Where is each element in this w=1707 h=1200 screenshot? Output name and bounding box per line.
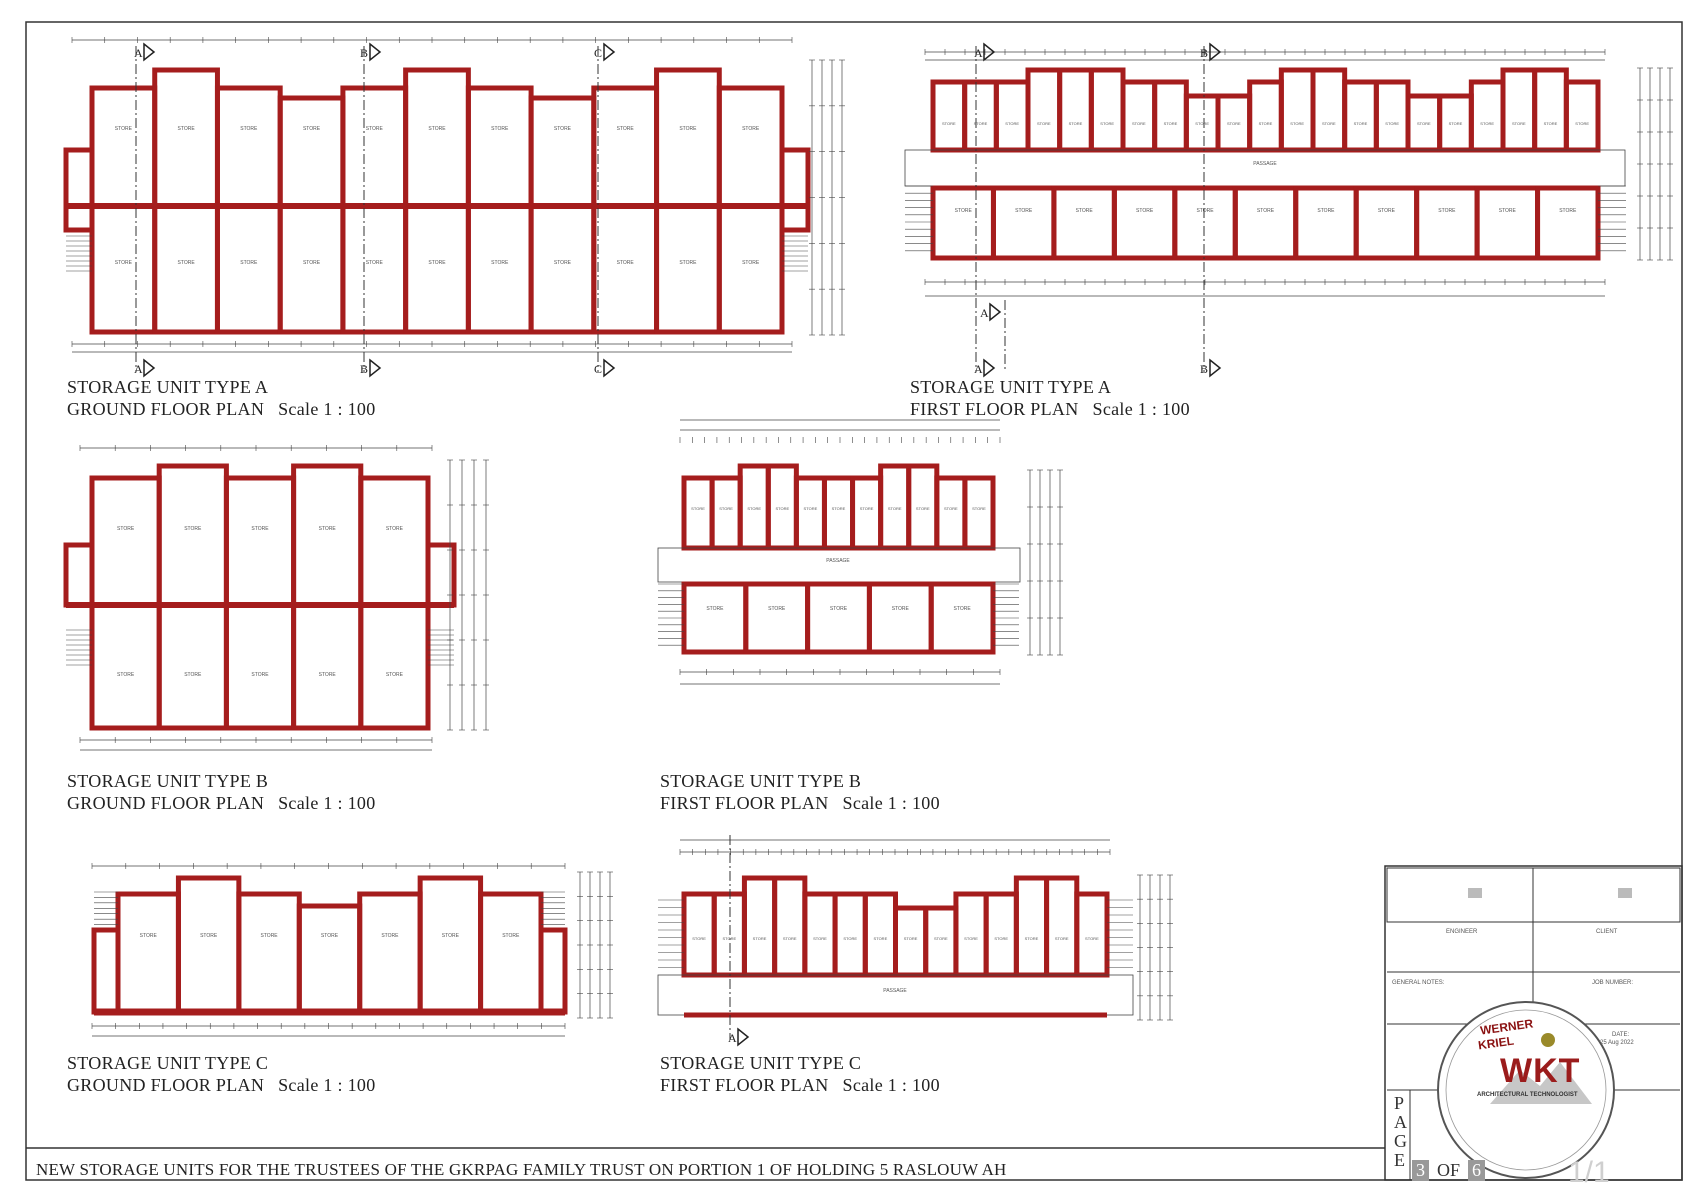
room-label: STORE	[1005, 121, 1020, 126]
room-label: STORE	[692, 936, 706, 941]
plan-scale: Scale 1 : 100	[842, 793, 940, 813]
room-label: STORE	[752, 936, 767, 941]
room-label: STORE	[385, 526, 403, 532]
room-label: STORE	[831, 506, 846, 511]
section-letter: B	[360, 46, 369, 60]
section-arrow	[144, 44, 154, 60]
room-label: STORE	[1321, 121, 1336, 126]
section-arrow	[1210, 360, 1220, 376]
plan-subtitle: FIRST FLOOR PLAN	[910, 399, 1079, 419]
plan-subtitle: GROUND FLOOR PLAN	[67, 1075, 265, 1095]
plan-scale: Scale 1 : 100	[278, 793, 376, 813]
room-label: STORE	[742, 260, 760, 266]
wall	[343, 206, 406, 332]
date-value: 25 Aug 2022	[1600, 1040, 1634, 1046]
room-label: STORE	[691, 506, 705, 511]
wall	[178, 878, 238, 1012]
section-arrow	[990, 304, 1000, 320]
room-label: STORE	[775, 506, 790, 511]
section-letter: C	[594, 362, 603, 376]
wall	[1016, 878, 1046, 975]
room-label: STORE	[385, 672, 403, 678]
wall	[684, 478, 712, 548]
section-letter: B	[1200, 362, 1209, 376]
wall	[796, 478, 824, 548]
wall	[869, 584, 931, 652]
section-arrow	[370, 360, 380, 376]
section-marker	[1200, 360, 1220, 376]
wall	[217, 206, 280, 332]
wall	[1155, 82, 1187, 150]
room-label: STORE	[502, 933, 520, 939]
wall	[159, 605, 226, 728]
passage-outline	[658, 548, 1020, 582]
room-label: STORE	[1196, 208, 1214, 214]
room-label: STORE	[114, 126, 132, 132]
wall	[226, 605, 293, 728]
section-marker	[594, 44, 614, 60]
wall	[1535, 70, 1567, 150]
wall	[986, 894, 1016, 975]
wall	[159, 466, 226, 605]
wall	[835, 894, 865, 975]
room-label: STORE	[117, 672, 135, 678]
section-marker	[360, 360, 380, 376]
page-letter: E	[1394, 1150, 1405, 1170]
plan-scale: Scale 1 : 100	[278, 399, 376, 419]
wall	[956, 894, 986, 975]
section-arrow	[738, 1029, 748, 1045]
sheet-reference: 1/1	[1568, 1156, 1610, 1189]
wall	[280, 98, 343, 206]
page-number	[1412, 1160, 1485, 1181]
wall	[531, 206, 594, 332]
wall	[996, 82, 1028, 150]
wall	[965, 478, 993, 548]
room-label: STORE	[915, 506, 930, 511]
logo-name-line2: KRIEL	[1477, 1033, 1515, 1053]
wall	[468, 206, 531, 332]
wall	[594, 206, 657, 332]
room-label: STORE	[742, 126, 760, 132]
wall	[1047, 878, 1077, 975]
wall	[155, 206, 218, 332]
plan-title: STORAGE UNIT TYPE B	[660, 771, 862, 791]
room-label: STORE	[114, 260, 132, 266]
room-label: STORE	[1163, 121, 1178, 126]
wall	[1077, 894, 1107, 975]
section-letter: A	[974, 362, 983, 376]
plan-subtitle: FIRST FLOOR PLAN	[660, 1075, 829, 1095]
wall	[239, 894, 299, 1012]
wall	[937, 478, 965, 548]
wall	[865, 894, 895, 975]
wall	[657, 206, 720, 332]
page-of: OF	[1437, 1160, 1461, 1180]
wall	[92, 478, 159, 605]
wall	[1028, 70, 1060, 150]
wall	[775, 878, 805, 975]
room-label: PASSAGE	[826, 558, 850, 564]
wall	[1123, 82, 1155, 150]
room-label: STORE	[117, 526, 135, 532]
climate-badge	[1618, 888, 1632, 898]
plan-scale: Scale 1 : 100	[278, 1075, 376, 1095]
room-label: STORE	[1385, 121, 1400, 126]
job-number-label: JOB NUMBER:	[1592, 980, 1634, 986]
wall	[933, 82, 965, 150]
plan-scale: Scale 1 : 100	[842, 1075, 940, 1095]
room-label: STORE	[719, 506, 733, 511]
room-label: STORE	[768, 606, 786, 612]
wall	[1054, 188, 1114, 258]
wall	[299, 906, 359, 1012]
room-label: STORE	[1015, 208, 1033, 214]
room-label: STORE	[1543, 121, 1558, 126]
room-label: STORE	[829, 606, 848, 612]
section-marker	[134, 44, 154, 60]
logo-name-line1: WERNER	[1479, 1016, 1535, 1038]
room-label: STORE	[1377, 208, 1395, 214]
page-total: 6	[1468, 1160, 1485, 1181]
room-label: STORE	[1317, 208, 1335, 214]
room-label: STORE	[1511, 121, 1526, 126]
room-label: STORE	[1068, 121, 1083, 126]
room-label: STORE	[381, 933, 399, 939]
section-arrow	[984, 360, 994, 376]
plan-title: STORAGE UNIT TYPE B	[67, 771, 269, 791]
section-letter: B	[1200, 46, 1209, 60]
section-arrow	[604, 44, 614, 60]
wall	[361, 478, 428, 605]
plan-label-a-ground	[67, 376, 376, 420]
wall	[1313, 70, 1345, 150]
room-label: STORE	[365, 260, 383, 266]
wall	[1471, 82, 1503, 150]
project-title: NEW STORAGE UNITS FOR THE TRUSTEES OF THE GKRPAG FAMILY TRUST ON PORTION 1 OF HOLDING 5 RASLOUW AH	[36, 1160, 1007, 1179]
room-label: STORE	[1100, 121, 1115, 126]
sheet-border	[26, 22, 1682, 1180]
date-label: DATE:	[1612, 1032, 1630, 1038]
room-label: STORE	[1258, 121, 1273, 126]
wall	[217, 88, 280, 206]
wall	[361, 605, 428, 728]
room-label: STORE	[1353, 121, 1368, 126]
wall	[1417, 188, 1477, 258]
plan-a-ground	[66, 37, 845, 376]
room-label: STORE	[972, 506, 986, 511]
wall	[343, 88, 406, 206]
room-label: STORE	[747, 506, 762, 511]
wall	[226, 478, 293, 605]
room-label: STORE	[1036, 121, 1051, 126]
room-label: STORE	[302, 126, 321, 132]
room-label: STORE	[1498, 208, 1516, 214]
plan-label-c-first	[660, 1052, 940, 1096]
section-marker	[134, 360, 154, 376]
section-arrow	[604, 360, 614, 376]
wall	[468, 88, 531, 206]
wall	[933, 188, 993, 258]
section-letter: A	[974, 46, 983, 60]
wall	[66, 545, 92, 605]
page-letter: G	[1394, 1131, 1407, 1151]
room-label: STORE	[1416, 121, 1431, 126]
plan-subtitle: GROUND FLOOR PLAN	[67, 399, 265, 419]
wall	[118, 894, 178, 1012]
plan-label-b-first	[660, 770, 940, 814]
plan-a-first	[905, 44, 1673, 376]
room-label: STORE	[994, 936, 1009, 941]
room-label: STORE	[803, 506, 818, 511]
section-letter: A	[728, 1031, 737, 1045]
wall	[1091, 70, 1123, 150]
wall	[360, 894, 420, 1012]
wall	[896, 908, 926, 975]
section-arrow	[144, 360, 154, 376]
wall	[808, 584, 870, 652]
plan-subtitle: FIRST FLOOR PLAN	[660, 793, 829, 813]
room-label: STORE	[616, 126, 634, 132]
wall	[824, 478, 852, 548]
room-label: STORE	[1480, 121, 1495, 126]
plan-label-b-ground	[67, 770, 376, 814]
room-label: STORE	[679, 260, 697, 266]
page-letters	[1394, 1094, 1407, 1170]
occupancy-badge	[1468, 888, 1482, 898]
room-label: STORE	[891, 606, 909, 612]
wall	[684, 584, 746, 652]
wall	[1538, 188, 1598, 258]
wall	[92, 605, 159, 728]
room-label: STORE	[302, 260, 321, 266]
section-letter: C	[594, 46, 603, 60]
plan-c-first	[658, 835, 1173, 1045]
wall	[541, 930, 565, 1012]
plan-label-a-first	[910, 376, 1190, 420]
section-marker	[360, 44, 380, 60]
room-label: STORE	[1226, 121, 1241, 126]
plan-title: STORAGE UNIT TYPE A	[910, 377, 1112, 397]
wall	[714, 894, 744, 975]
room-label: STORE	[139, 933, 157, 939]
room-label: STORE	[1575, 121, 1590, 126]
room-label: STORE	[177, 126, 195, 132]
section-letter: B	[360, 362, 369, 376]
room-label: STORE	[1256, 208, 1275, 214]
wall	[1477, 188, 1537, 258]
room-label: STORE	[441, 933, 459, 939]
wall	[744, 878, 774, 975]
wall	[965, 82, 997, 150]
room-label: STORE	[428, 126, 446, 132]
engineer-label: ENGINEER	[1446, 929, 1478, 935]
logo-sun	[1541, 1033, 1555, 1047]
room-label: STORE	[933, 936, 948, 941]
wall	[657, 70, 720, 206]
section-marker	[980, 304, 1000, 320]
room-label: STORE	[813, 936, 827, 941]
room-label: STORE	[184, 672, 202, 678]
room-label: STORE	[184, 526, 202, 532]
wall	[66, 150, 92, 230]
room-label: STORE	[782, 936, 797, 941]
wall	[1114, 188, 1174, 258]
plan-b-ground	[66, 445, 489, 750]
wall	[1356, 188, 1416, 258]
wall	[1566, 82, 1598, 150]
room-label: STORE	[1136, 208, 1154, 214]
wall	[420, 878, 480, 1012]
logo-caption: ARCHITECTURAL TECHNOLOGIST	[1477, 1092, 1578, 1098]
section-letter: A	[980, 306, 989, 320]
wall	[155, 70, 218, 206]
room-label: STORE	[553, 126, 572, 132]
wall	[294, 466, 361, 605]
room-label: STORE	[616, 260, 634, 266]
room-label: STORE	[240, 260, 258, 266]
room-label: STORE	[200, 933, 218, 939]
room-label: PASSAGE	[883, 988, 907, 994]
plan-label-c-ground	[67, 1052, 376, 1096]
room-label: PASSAGE	[1253, 161, 1277, 167]
plan-title: STORAGE UNIT TYPE C	[660, 1053, 862, 1073]
room-label: STORE	[954, 208, 972, 214]
wall	[684, 894, 714, 975]
room-label: STORE	[1131, 121, 1146, 126]
room-label: STORE	[944, 506, 958, 511]
room-label: STORE	[941, 121, 956, 126]
passage-outline	[905, 150, 1625, 186]
section-letter: A	[134, 362, 143, 376]
wall	[805, 894, 835, 975]
wall	[1296, 188, 1356, 258]
room-label: STORE	[964, 936, 978, 941]
wall	[406, 70, 469, 206]
room-label: STORE	[722, 936, 737, 941]
room-label: STORE	[320, 933, 339, 939]
room-label: STORE	[1024, 936, 1039, 941]
room-label: STORE	[1075, 208, 1093, 214]
section-marker	[728, 1029, 748, 1045]
wall	[481, 894, 541, 1012]
wall	[853, 478, 881, 548]
plan-b-first	[658, 420, 1063, 684]
room-label: STORE	[1054, 936, 1069, 941]
room-label: STORE	[318, 526, 336, 532]
section-arrow	[370, 44, 380, 60]
wall	[1281, 70, 1313, 150]
wall	[993, 188, 1053, 258]
wall	[294, 605, 361, 728]
wall	[92, 88, 155, 206]
wall	[719, 88, 782, 206]
page-current: 3	[1412, 1160, 1429, 1181]
section-marker	[974, 360, 994, 376]
wall	[1235, 188, 1295, 258]
wall	[1503, 70, 1535, 150]
wall	[746, 584, 808, 652]
wall	[1060, 70, 1092, 150]
wall	[782, 150, 808, 230]
wall	[1250, 82, 1282, 150]
wall	[1376, 82, 1408, 150]
plan-title: STORAGE UNIT TYPE C	[67, 1053, 269, 1073]
room-label: STORE	[491, 260, 509, 266]
wall	[1175, 188, 1235, 258]
section-letter: A	[134, 46, 143, 60]
wall	[531, 98, 594, 206]
room-label: STORE	[953, 606, 971, 612]
room-label: STORE	[177, 260, 195, 266]
room-label: STORE	[1448, 121, 1463, 126]
room-label: STORE	[887, 506, 902, 511]
room-label: STORE	[903, 936, 918, 941]
room-label: STORE	[553, 260, 572, 266]
room-label: STORE	[491, 126, 509, 132]
client-label: CLIENT	[1596, 929, 1618, 935]
room-label: STORE	[679, 126, 697, 132]
room-label: STORE	[843, 936, 858, 941]
passage-outline	[658, 975, 1133, 1015]
wall	[1345, 82, 1377, 150]
plan-scale: Scale 1 : 100	[1092, 399, 1190, 419]
room-label: STORE	[251, 672, 269, 678]
plan-c-ground	[92, 863, 613, 1036]
room-label: STORE	[365, 126, 383, 132]
room-label: STORE	[260, 933, 278, 939]
page-letter: A	[1394, 1112, 1407, 1132]
room-label: STORE	[318, 672, 336, 678]
wall	[406, 206, 469, 332]
wall	[719, 206, 782, 332]
wall	[92, 206, 155, 332]
room-label: STORE	[428, 260, 446, 266]
room-label: STORE	[859, 506, 874, 511]
wall	[712, 478, 740, 548]
wall	[94, 930, 118, 1012]
wall	[926, 908, 956, 975]
wall	[594, 88, 657, 206]
room-label: STORE	[1559, 208, 1577, 214]
room-label: STORE	[973, 121, 988, 126]
logo-mark: WKT	[1500, 1052, 1581, 1090]
wall	[931, 584, 993, 652]
room-label: STORE	[251, 526, 269, 532]
room-label: STORE	[1438, 208, 1456, 214]
room-label: STORE	[1290, 121, 1305, 126]
plan-subtitle: GROUND FLOOR PLAN	[67, 793, 265, 813]
general-notes-label: GENERAL NOTES:	[1392, 980, 1445, 986]
page-letter: P	[1394, 1093, 1405, 1113]
room-label: STORE	[240, 126, 258, 132]
room-label: STORE	[706, 606, 724, 612]
room-label: STORE	[1195, 121, 1210, 126]
plan-title: STORAGE UNIT TYPE A	[67, 377, 269, 397]
room-label: STORE	[873, 936, 888, 941]
section-marker	[594, 360, 614, 376]
wall	[280, 206, 343, 332]
room-label: STORE	[1085, 936, 1099, 941]
